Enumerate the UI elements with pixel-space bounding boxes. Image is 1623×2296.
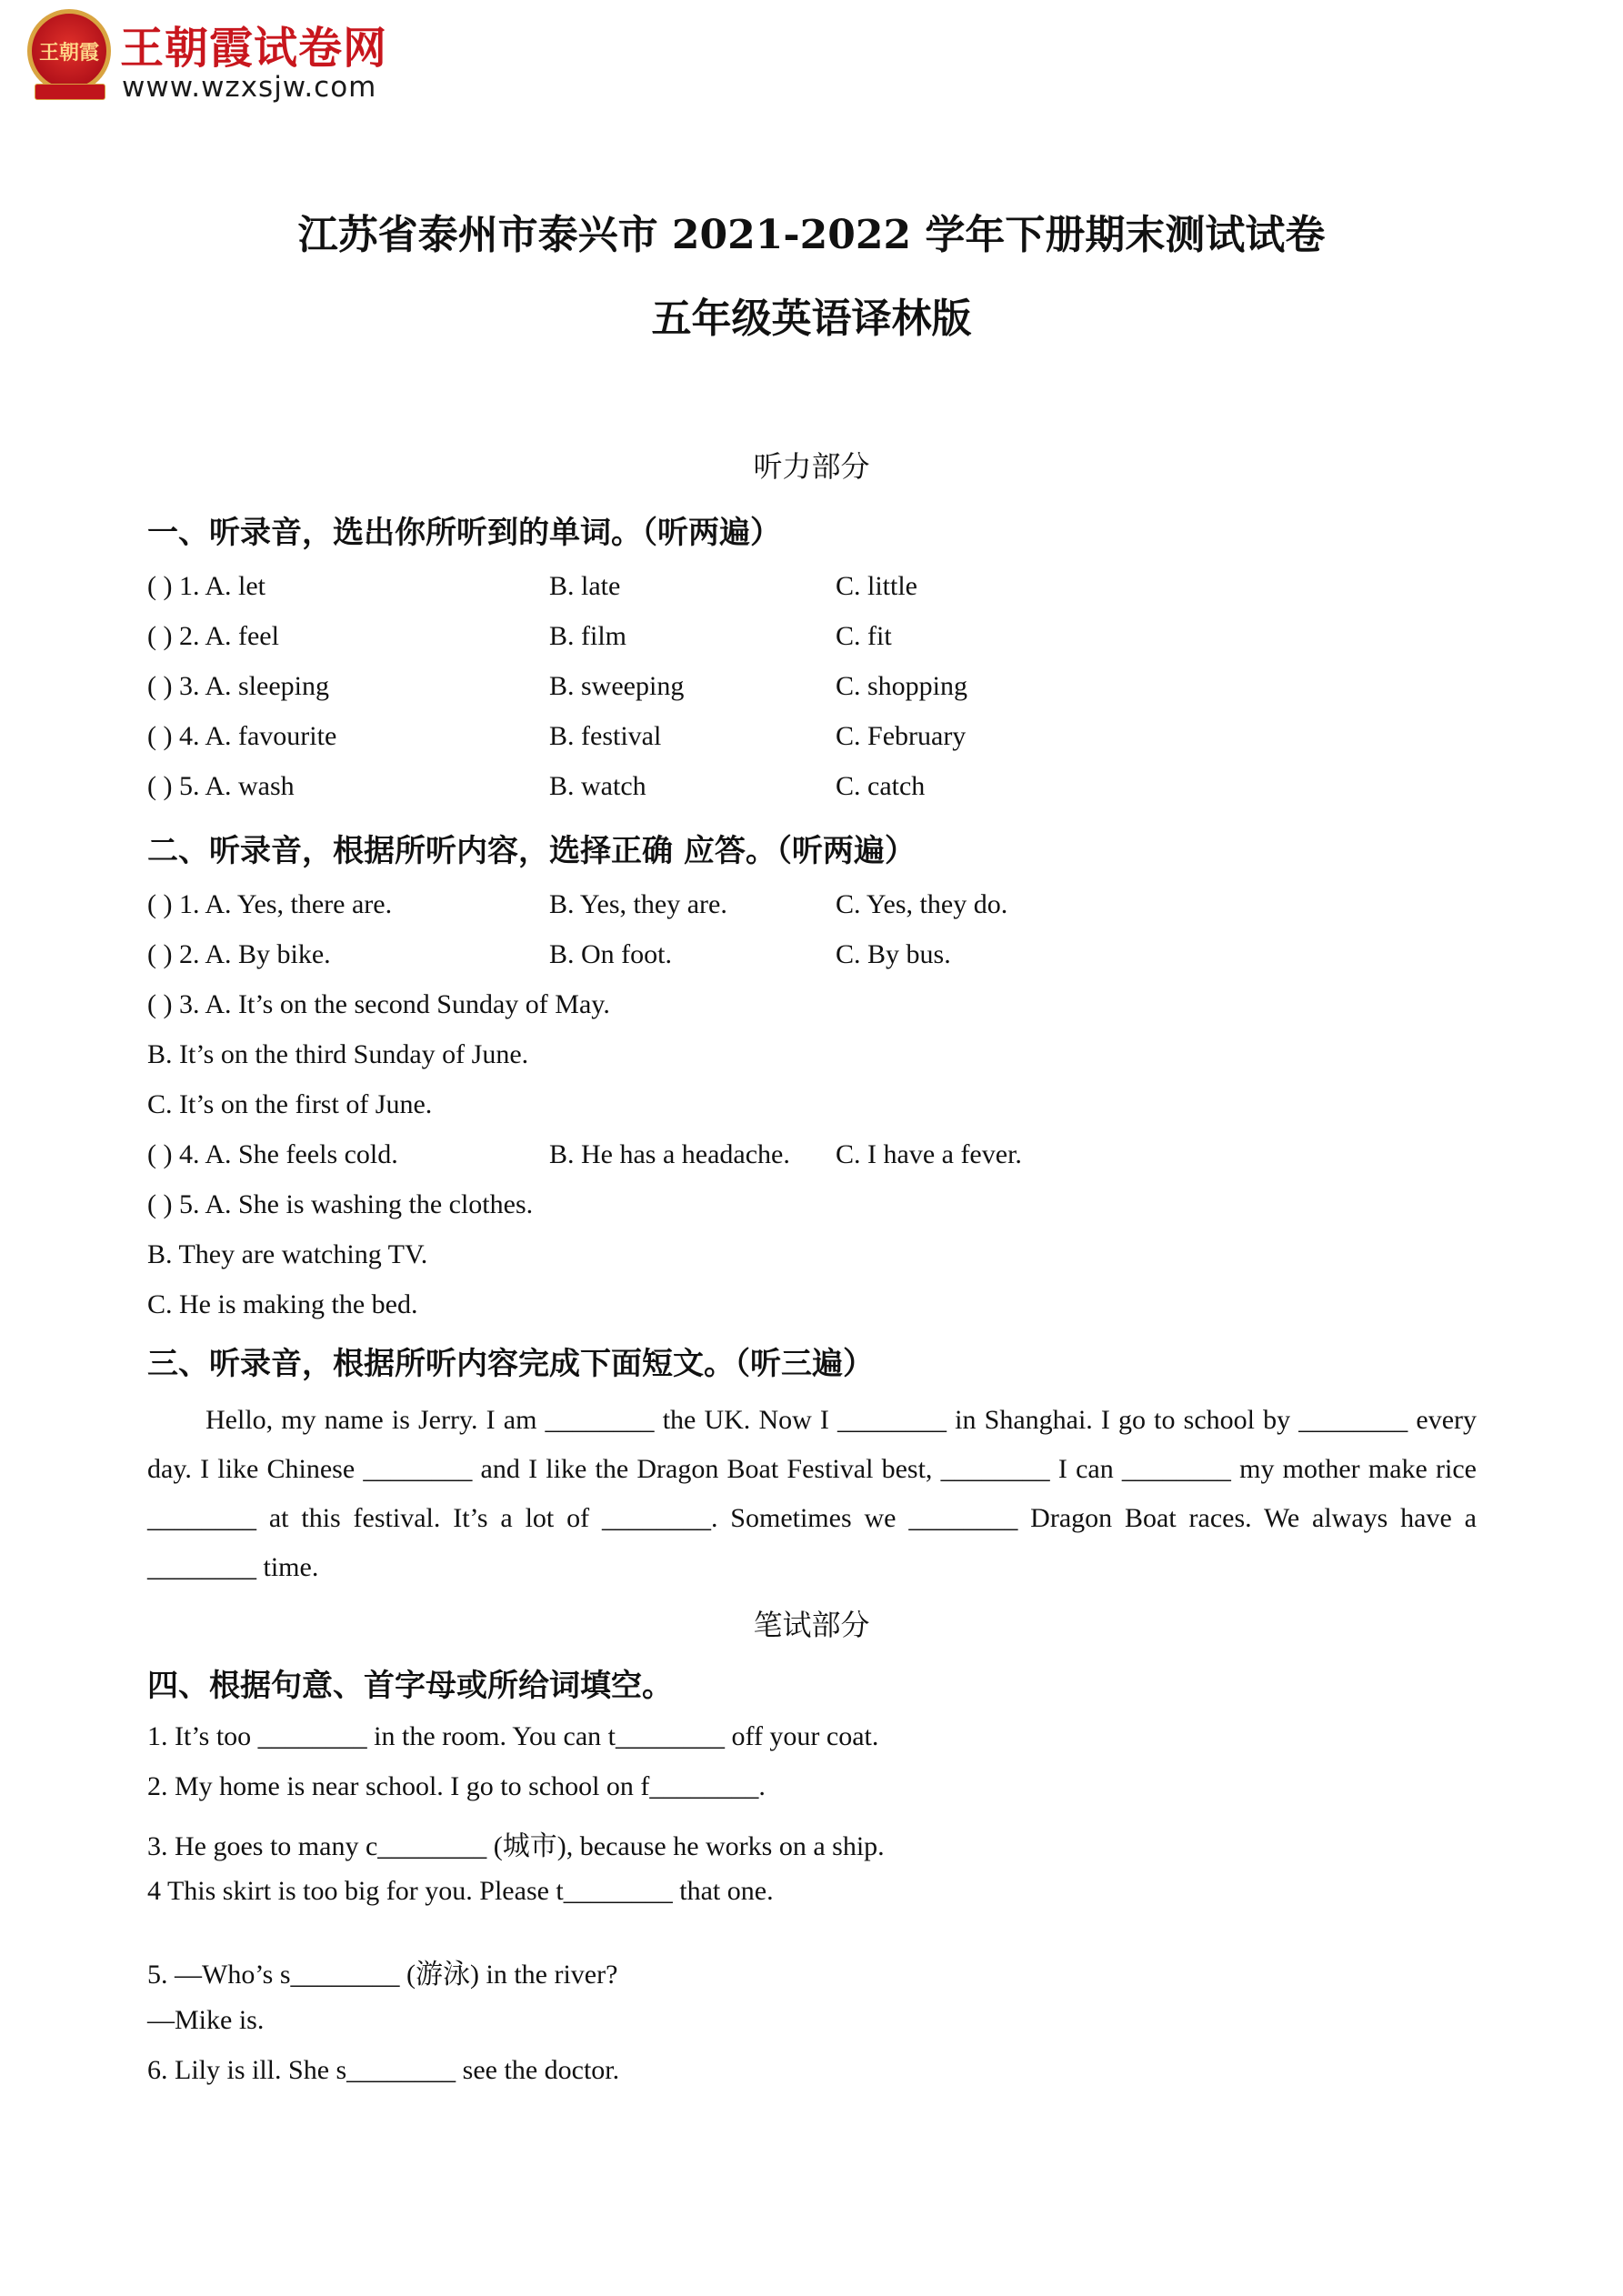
section4-item: 3. He goes to many c________ (城市), because he works on a ship. [147,1831,885,1861]
logo-name: 王朝霞试卷网 [120,23,388,74]
section4-item: 5. —Who’s s________ (游泳) in the river? [147,1960,618,1990]
section4-item: 6. Lily is ill. She s________ see the doctor. [147,2055,620,2085]
question-text: ( ) 2. A. By bike. [147,939,331,969]
option-b: B. Yes, they are. [549,889,727,919]
question-text: ( ) 4. A. favourite [147,721,337,751]
option-c: C. Yes, they do. [836,889,1008,919]
section4-answer: —Mike is. [147,2005,265,2035]
option-c: C. fit [836,621,892,651]
option-b: B. It’s on the third Sunday of June. [147,1039,529,1069]
option-c: C. February [836,721,967,751]
option-c: C. little [836,571,917,601]
section3-heading: 三、听录音，根据所听内容完成下面短文。（听三遍） [147,1346,874,1382]
option-b: B. He has a headache. [549,1139,790,1169]
section2-item: ( ) 3. A. It’s on the second Sunday of May. [147,989,610,1019]
logo-emblem-text: 王朝霞 [38,40,99,65]
question-text: ( ) 4. A. She feels cold. [147,1139,398,1169]
question-text: ( ) 2. A. feel [147,621,279,651]
section3-passage: Hello, my name is Jerry. I am ________ the UK. Now I ________ in Shanghai. I go to school by ________ every day. I like Chinese ________ and I like the Dragon Boat Festival best, ________ I can ________ my mother make rice ________ at this festival. It’s a lot of ________. Sometimes we ________ Dragon Boat races. We always have a ________ time. [147,1405,1477,1582]
option-b: B. They are watching TV. [147,1239,428,1269]
section2-item: ( ) 5. A. She is washing the clothes. [147,1189,534,1219]
option-c: C. By bus. [836,939,951,969]
section4-item: 1. It’s too ________ in the room. You can t________ off your coat. [147,1721,879,1751]
option-c: C. He is making the bed. [147,1289,418,1319]
question-text: ( ) 1. A. Yes, there are. [147,889,393,919]
option-c: C. I have a fever. [836,1139,1022,1169]
section4-item: 4 This skirt is too big for you. Please t________ that one. [147,1876,774,1906]
exam-title: 江苏省泰州市泰兴市 2021-2022 学年下册期末测试试卷 [297,212,1326,258]
listening-part-label: 听力部分 [753,449,870,484]
option-b: B. film [549,621,627,651]
option-b: B. sweeping [549,671,685,701]
option-b: B. On foot. [549,939,672,969]
option-c: C. It’s on the first of June. [147,1089,433,1119]
section1-heading: 一、听录音，选出你所听到的单词。（听两遍） [147,515,781,551]
section4-item: 2. My home is near school. I go to school on f________. [147,1771,766,1801]
option-c: C. shopping [836,671,968,701]
logo-url: www.wzxsjw.com [122,71,377,104]
site-logo [27,9,409,109]
question-text: ( ) 3. A. sleeping [147,671,329,701]
question-text: ( ) 5. A. wash [147,771,295,801]
logo-emblem-icon [27,9,111,93]
exam-subtitle: 五年级英语译林版 [651,296,972,342]
section2-heading: 二、听录音，根据所听内容，选择正确 应答。（听两遍） [147,833,916,869]
question-text: ( ) 1. A. let [147,571,265,601]
option-c: C. catch [836,771,926,801]
logo-ribbon [35,84,105,100]
writing-part-label: 笔试部分 [753,1608,870,1642]
option-b: B. watch [549,771,646,801]
option-b: B. late [549,571,621,601]
option-b: B. festival [549,721,662,751]
section4-heading: 四、根据句意、首字母或所给词填空。 [147,1668,673,1704]
